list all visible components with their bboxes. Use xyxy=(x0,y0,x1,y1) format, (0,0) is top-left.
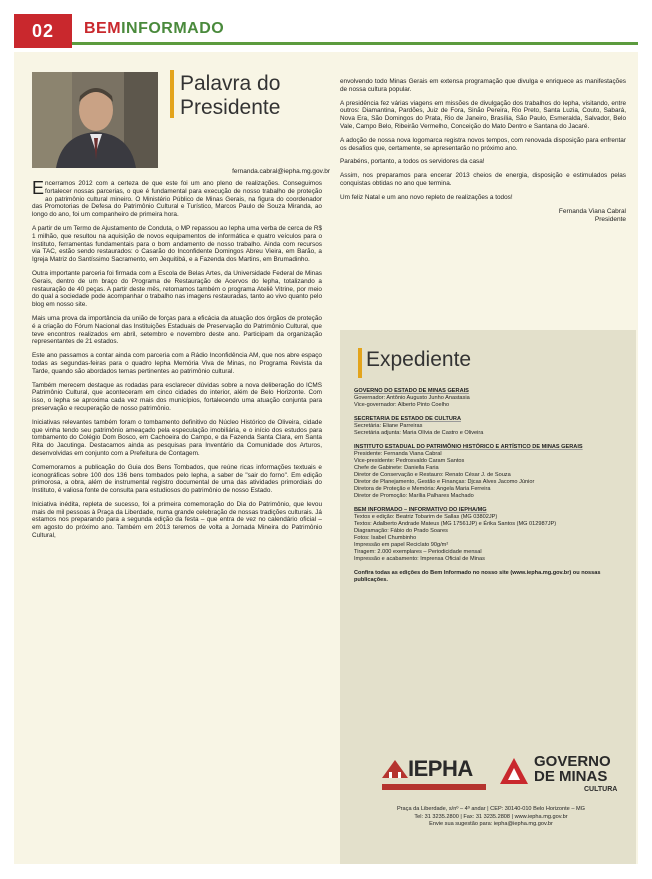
signature-name: Fernanda Viana Cabral xyxy=(558,207,626,215)
article-paragraph-1: Encerramos 2012 com a certeza de que este foi um ano pleno de realizações. Conseguimos fortalecer nossas parcerias, o que é fundamental para execução de nosso trabalho de proteção ao patrimônio cultural mineiro. O Ministério Público de Minas Gerais, na figura do coordenador das Promotorias de Defesa do Patrimônio Cultural e Turístico, Marcos Paulo de Souza Miranda, ao longo do ano, foi um companheiro de primeira hora. xyxy=(32,178,322,219)
logos-row xyxy=(378,752,618,802)
author-email: fernanda.cabral@iepha.mg.gov.br xyxy=(232,168,330,175)
expediente-section-government: GOVERNO DO ESTADO DE MINAS GERAIS Governador: Antônio Augusto Junho Anastasia Vice-governador: Alberto Pinto Coelho xyxy=(354,388,470,408)
contact-address: Praça da Liberdade, s/nº – 4º andar | CEP: 30140-010 Belo Horizonte – MG xyxy=(396,806,586,812)
article-paragraph-13: Parabéns, portanto, a todos os servidores da casa! xyxy=(340,158,485,166)
article-paragraph-11: A presidência fez várias viagens em missões de divulgação dos trabalhos do Iepha, visitando, entre outros: Diamantina, Pardões, Juiz de Fora, Sinão Pereira, Rio Preto, Santa Luzia, Couto, Sabará, Nova Era, São Domingos do Prata, Rio de Janeiro, Brasília, São Paulo, Esmeralda, Salvador, Belo Vale, Campo Belo, Ribeirão Vermelho, Conceição do Mato Dentro e Santana do Jacaré. xyxy=(340,99,626,130)
article-paragraph-4: Mais uma prova da importância da união de forças para a eficácia da atuação dos órgãos de proteção é a criação do Fórum Nacional das Instituições Estaduais de Preservação do Patrimônio Cultural, que teve encontros realizados em abril, setembro e novembro deste ano. Participam da organização representantes de 21 estados. xyxy=(32,314,322,346)
article-paragraph-2: A partir de um Termo de Ajustamento de Conduta, o MP repassou ao Iepha uma verba de cerca de R$ 1 milhão, que resultou na aquisição de novos equipamentos de informática e quatro veículos para o Instituto, ferramentas fundamentais para o bom andamento de nosso trabalho. Ainda com recursos via TAC, estão sendo restaurados: o Casarão do Inconfidente Domingos Abreu Vieira, em Barão, a Igreja Matriz do Santíssimo Sacramento, em Jequitibá, e a Fazenda dos Martins, em Brumadinho. xyxy=(32,224,322,264)
article-paragraph-9: Iniciativa inédita, repleta de sucesso, foi a primeira comemoração do Dia do Patrimônio, que levou mais de mil pessoas à Praça da Liberdade, numa grande celebração de nossas tradições culturais. Já estamos nos preparando para a segunda edição da festa – que entra de vez no calendário oficial – em agosto do próximo ano. Também em 2013 teremos de volta a Jornada Mineira do Patrimônio Cultural, xyxy=(32,500,322,540)
expediente-section-secretariat: SECRETARIA DE ESTADO DE CULTURA Secretária: Eliane Parreiras Secretária adjunta: Maria Olívia de Castro e Oliveira xyxy=(354,416,484,436)
article-paragraph-5: Este ano passamos a contar ainda com parceria com a Rádio Inconfidência AM, que nos abre espaço todas as segundas-feiras para o quadro Iepha Memória Viva de Minas, no Programa Revista da Tarde, quando são abordados temas pertinentes ao patrimônio cultural. xyxy=(32,352,322,375)
article-paragraph-12: A adoção de nossa nova logomarca registra novos tempos, com renovada disposição para enfrentar os desafios que, certamente, se apresentarão no próximo ano. xyxy=(340,136,626,152)
signature-block xyxy=(340,208,626,224)
iepha-subtitle-bar xyxy=(382,784,486,790)
page-number: 02 xyxy=(14,14,72,48)
article-paragraph-8: Comemoramos a publicação do Guia dos Bens Tombados, que reúne ricas informações textuais e iconográficas sobre 100 dos 136 bens tombados pelo Iepha, a saber de "sair do forno". Em edição primorosa, a obra, além de instrumental registro documental de uma das atividades primordiais do Instituto, é valiosa fonte de consulta para estudiosos do patrimônio de nosso Estado. xyxy=(32,463,322,495)
iepha-logo xyxy=(378,752,488,802)
expediente-section-newsletter: BEM INFORMADO – INFORMATIVO DO IEPHA/MG Textos e edição: Beatriz Tobarim de Sallas (MG 03802JP) Textos: Adalberto Andrade Mateus (MG 17561JP) e Érika Santos (MG 012987JP) Diagramação: Fábio do Prado Soares Fotos: Isabel Chumbinho Impressão em papel Reciclato 90g/m² Tiragem: 2.000 exemplares – Periodicidade mensal Impressão e acabamento: Imprensa Oficial de Minas xyxy=(354,507,557,562)
expediente-content xyxy=(354,388,620,584)
article-right-column xyxy=(340,78,626,224)
article-paragraph-10: envolvendo todo Minas Gerais em extensa programação que divulga e enriquece as manifestações de nossa cultura popular. xyxy=(340,78,626,93)
governo-wordmark: GOVERNO DE MINAS xyxy=(534,753,611,785)
minas-triangle-icon xyxy=(498,756,530,788)
article-paragraph-6: Também merecem destaque as rodadas para esclarecer dúvidas sobre a nova deliberação do ICMS Patrimônio Cultural, que aconteceram em cinco cidades do interior, além de Belo Horizonte. Com isso, o Iepha se aproxima cada vez mais dos municípios, fortalecendo uma atuação conjunta para preservação e recuperação de nosso patrimônio. xyxy=(32,381,322,412)
cultura-label: CULTURA xyxy=(584,786,618,793)
brand-part1: BEM xyxy=(84,20,122,37)
title-accent-bar xyxy=(170,70,174,118)
signature-role: Presidente xyxy=(594,215,626,223)
article-paragraph-14: Assim, nos preparamos para encerar 2013 cheios de energia, disposição e estimulados pelas conquistas obtidas no ano que termina. xyxy=(340,172,626,187)
iepha-wordmark: IEPHA xyxy=(408,756,473,781)
president-photo xyxy=(32,72,158,168)
article-paragraph-3: Outra importante parceria foi firmada com a Escola de Belas Artes, da Universidade Federal de Minas Gerais, dentro de um braço do Programa de Restauração de Acervos do Iepha, totalizando a restauração de 40 peças. A partir deste mês, retomamos também o programa Ateliê Vitrine, por meio do qual a sociedade pode acompanhar o trabalho nas imagens restauradas, tanto ao vivo quanto pelo blog em nosso site. xyxy=(32,269,322,309)
contact-email: Envie sua sugestão para: iepha@iepha.mg.gov.br xyxy=(429,821,553,827)
portrait-image xyxy=(32,72,158,168)
expediente-section-institute: INSTITUTO ESTADUAL DO PATRIMÔNIO HISTÓRICO E ARTÍSTICO DE MINAS GERAIS Presidente: Fernanda Viana Cabral Vice-presidente: Pedrosvaldo Caram Santos Chefe de Gabinete: Daniella Faria Diretor de Conservação e Restauro: Renato César J. de Souza Diretor de Planejamento, Gestão e Finanças: Djcas Alves Jacomo Júnior Diretora de Proteção e Memória: Angela Maria Ferreira Diretor de Promoção: Marília Palhares Machado xyxy=(354,444,583,499)
article-title: Palavra do Presidente xyxy=(180,72,281,119)
header-divider xyxy=(72,42,638,45)
article-left-column xyxy=(32,180,322,546)
expediente-note: Confira todas as edições do Bem Informado no nosso site (www.iepha.mg.gov.br) ou nossas publicações. xyxy=(354,570,601,583)
expediente-title: Expediente xyxy=(366,348,472,371)
brand-title xyxy=(84,20,224,38)
expediente-accent-bar xyxy=(358,348,362,378)
article-paragraph-15: Um feliz Natal e um ano novo repleto de realizações a todos! xyxy=(340,193,513,201)
page-header xyxy=(0,0,652,52)
drop-cap: E xyxy=(32,178,45,198)
iepha-roof-icon xyxy=(380,754,410,784)
contact-phone: Tel: 31 3235.2800 | Fax: 31 3235.2808 | www.iepha.mg.gov.br xyxy=(414,813,568,820)
governo-minas-logo xyxy=(498,752,618,802)
contact-info xyxy=(360,806,622,829)
article-paragraph-7: Iniciativas relevantes também foram o tombamento definitivo do Núcleo Histórico de Oliveira, cidade que vinha tendo seu patrimônio ameaçado pela especulação imobiliária, e o início dos estudos para tombamento do Colégio Dom Bosco, em Cachoeira do Campo, e da Fazenda Santa Clara, em Santa Rita do Jacutinga. Destacamos ainda as pesquisas para Inventário da Comunidade dos Arturos, desenvolvidas em conjunto com a Prefeitura de Contagem. xyxy=(32,418,322,457)
brand-part2: INFORMADO xyxy=(121,20,225,37)
